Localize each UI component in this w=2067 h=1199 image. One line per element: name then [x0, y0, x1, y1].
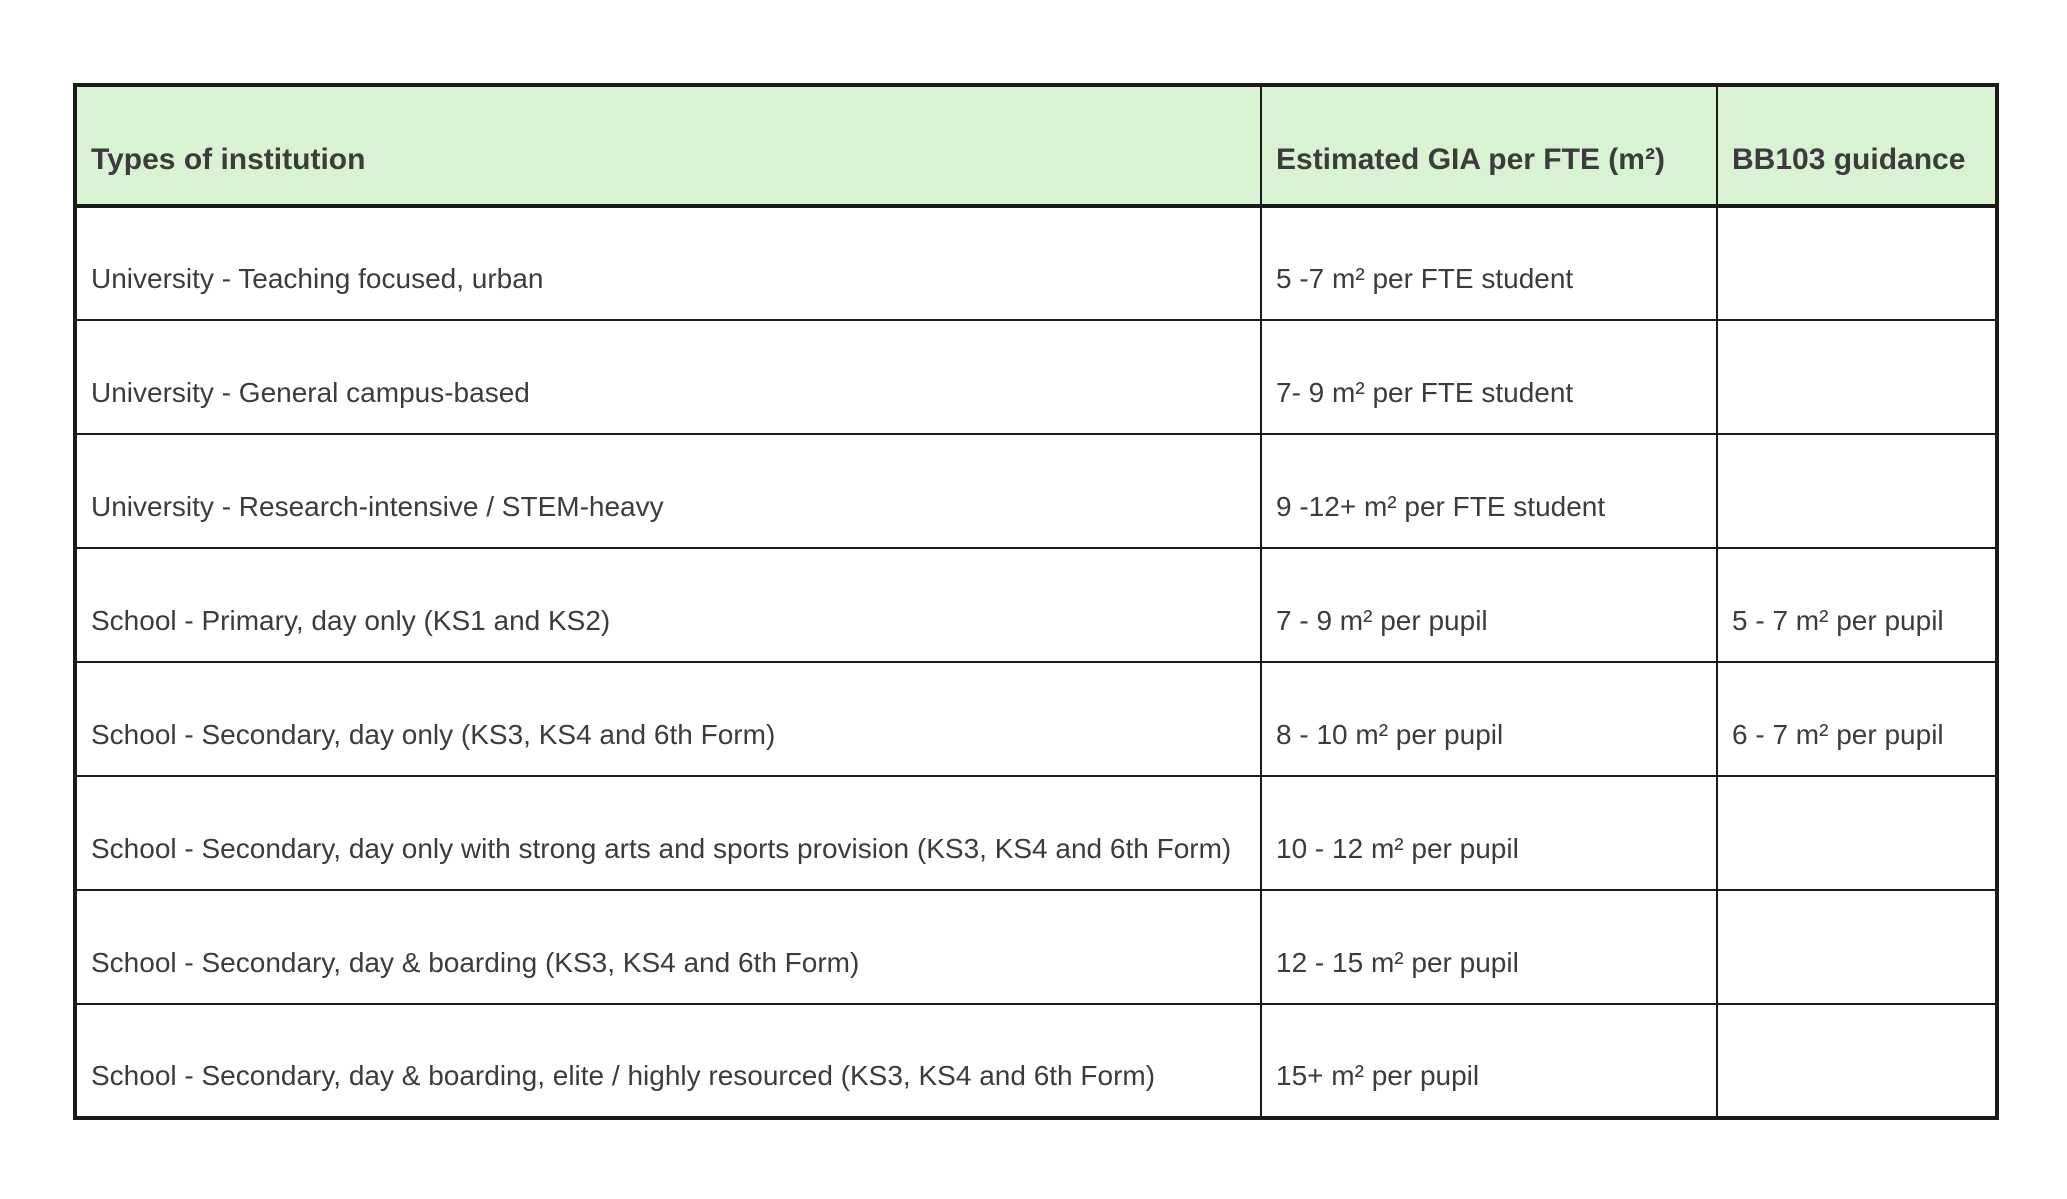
cell-bb103-guidance [1717, 320, 1997, 434]
cell-institution-type: School - Primary, day only (KS1 and KS2) [75, 548, 1261, 662]
table-body [75, 206, 1997, 1118]
header-row [75, 85, 1997, 206]
cell-bb103-guidance: 6 - 7 m² per pupil [1717, 662, 1997, 776]
column-header-bb103-guidance: BB103 guidance [1717, 85, 1997, 206]
institution-space-table [73, 83, 1999, 1120]
cell-bb103-guidance: 5 - 7 m² per pupil [1717, 548, 1997, 662]
cell-bb103-guidance [1717, 776, 1997, 890]
column-header-institution-type: Types of institution [75, 85, 1261, 206]
cell-estimated-gia: 9 -12+ m² per FTE student [1261, 434, 1717, 548]
column-header-estimated-gia: Estimated GIA per FTE (m²) [1261, 85, 1717, 206]
cell-estimated-gia: 5 -7 m² per FTE student [1261, 206, 1717, 320]
table-header [75, 85, 1997, 206]
cell-bb103-guidance [1717, 206, 1997, 320]
cell-estimated-gia: 7- 9 m² per FTE student [1261, 320, 1717, 434]
table-row [75, 320, 1997, 434]
table-row [75, 1004, 1997, 1118]
cell-institution-type: University - Research-intensive / STEM-heavy [75, 434, 1261, 548]
table-row [75, 662, 1997, 776]
cell-estimated-gia: 8 - 10 m² per pupil [1261, 662, 1717, 776]
cell-estimated-gia: 12 - 15 m² per pupil [1261, 890, 1717, 1004]
institution-space-table-container [73, 83, 1995, 1120]
cell-estimated-gia: 7 - 9 m² per pupil [1261, 548, 1717, 662]
cell-bb103-guidance [1717, 1004, 1997, 1118]
table-row [75, 776, 1997, 890]
cell-estimated-gia: 10 - 12 m² per pupil [1261, 776, 1717, 890]
table-row [75, 890, 1997, 1004]
cell-institution-type: University - Teaching focused, urban [75, 206, 1261, 320]
table-row [75, 434, 1997, 548]
cell-institution-type: School - Secondary, day only with strong arts and sports provision (KS3, KS4 and 6th Form) [75, 776, 1261, 890]
table-row [75, 206, 1997, 320]
cell-institution-type: School - Secondary, day only (KS3, KS4 and 6th Form) [75, 662, 1261, 776]
cell-institution-type: School - Secondary, day & boarding, elite / highly resourced (KS3, KS4 and 6th Form) [75, 1004, 1261, 1118]
table-row [75, 548, 1997, 662]
cell-bb103-guidance [1717, 890, 1997, 1004]
cell-estimated-gia: 15+ m² per pupil [1261, 1004, 1717, 1118]
cell-institution-type: University - General campus-based [75, 320, 1261, 434]
cell-bb103-guidance [1717, 434, 1997, 548]
cell-institution-type: School - Secondary, day & boarding (KS3, KS4 and 6th Form) [75, 890, 1261, 1004]
